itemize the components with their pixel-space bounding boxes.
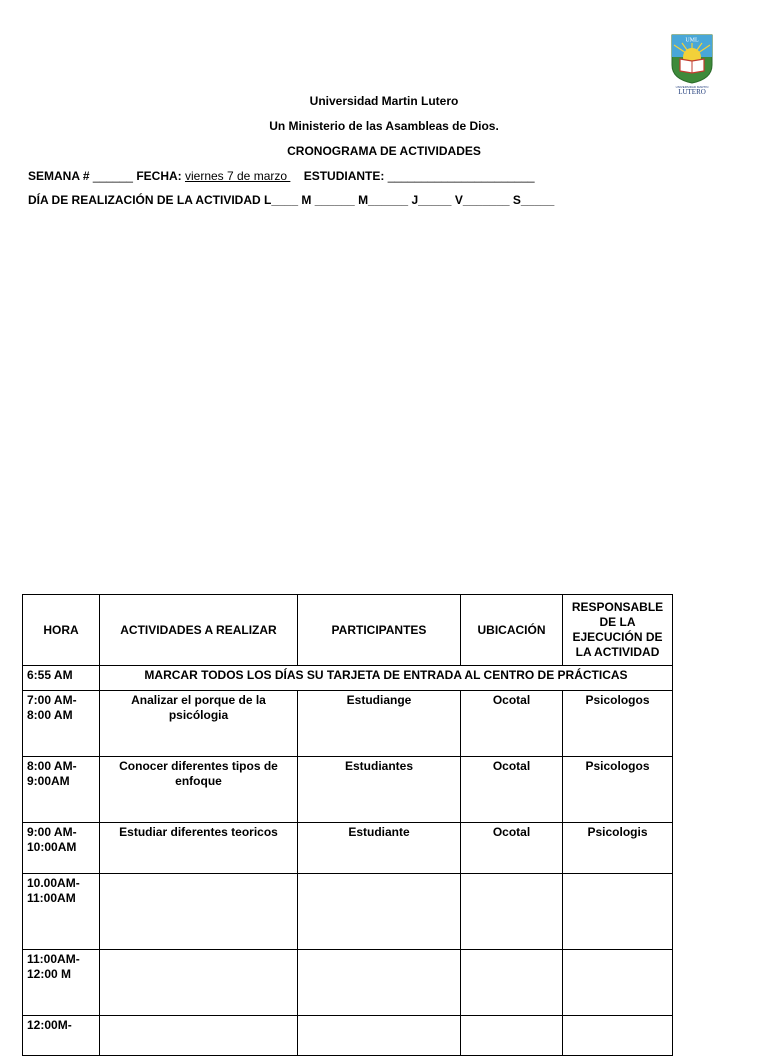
table-row (23, 823, 673, 874)
cell-hora: 12:00M- (23, 1016, 100, 1056)
cell-ubicacion: Ocotal (461, 823, 563, 874)
fecha-label: FECHA: (136, 169, 182, 183)
cell-actividad (100, 1016, 298, 1056)
schedule-table (22, 594, 673, 1056)
cell-ubicacion (461, 874, 563, 950)
table-header-row (23, 595, 673, 666)
cell-hora: 6:55 AM (23, 666, 100, 691)
cell-responsable: Psicologis (563, 823, 673, 874)
fecha-value: viernes 7 de marzo (184, 169, 291, 183)
cell-hora: 7:00 AM- 8:00 AM (23, 691, 100, 757)
cell-hora: 8:00 AM- 9:00AM (23, 757, 100, 823)
estudiante-label: ESTUDIANTE: (303, 169, 385, 183)
cell-responsable (563, 874, 673, 950)
logo-name-small: UNIVERSIDAD MARTIN (675, 85, 709, 89)
logo-abbr: UML (685, 37, 699, 44)
university-name: Universidad Martin Lutero (309, 94, 459, 108)
header-hora: HORA (23, 595, 100, 666)
cell-ubicacion (461, 1016, 563, 1056)
dia-line: DÍA DE REALIZACIÓN DE LA ACTIVIDAD L____ M ______ M______ J_____ V_______ S_____ (28, 193, 555, 207)
estudiante-blank: ______________________ (387, 169, 535, 183)
semana-label: SEMANA # (28, 169, 90, 183)
cell-hora: 11:00AM- 12:00 M (23, 950, 100, 1016)
cell-ubicacion: Ocotal (461, 691, 563, 757)
logo-name: LUTERO (678, 88, 706, 95)
cell-responsable (563, 950, 673, 1016)
cell-hora: 9:00 AM- 10:00AM (23, 823, 100, 874)
cell-participantes: Estudiantes (298, 757, 461, 823)
cell-responsable: Psicologos (563, 757, 673, 823)
table-row (23, 691, 673, 757)
cell-actividad: Estudiar diferentes teoricos (100, 823, 298, 874)
cell-participantes: Estudiante (298, 823, 461, 874)
university-logo (670, 33, 714, 95)
cell-notice: MARCAR TODOS LOS DÍAS SU TARJETA DE ENTRADA AL CENTRO DE PRÁCTICAS (100, 666, 673, 691)
cell-actividad: Conocer diferentes tipos de enfoque (100, 757, 298, 823)
cell-actividad: Analizar el porque de la psicólogia (100, 691, 298, 757)
table-row (23, 757, 673, 823)
form-line-1 (28, 169, 535, 183)
cell-participantes: Estudiange (298, 691, 461, 757)
cell-participantes (298, 950, 461, 1016)
cell-actividad (100, 874, 298, 950)
cell-ubicacion: Ocotal (461, 757, 563, 823)
cell-participantes (298, 1016, 461, 1056)
header-responsable: RESPONSABLE DE LA EJECUCIÓN DE LA ACTIVIDAD (563, 595, 673, 666)
document-title: CRONOGRAMA DE ACTIVIDADES (287, 144, 481, 158)
cell-responsable: Psicologos (563, 691, 673, 757)
header-participantes: PARTICIPANTES (298, 595, 461, 666)
table-row (23, 666, 673, 691)
cell-responsable (563, 1016, 673, 1056)
table-row (23, 950, 673, 1016)
cell-actividad (100, 950, 298, 1016)
table-row (23, 1016, 673, 1056)
header-actividades: ACTIVIDADES A REALIZAR (100, 595, 298, 666)
cell-ubicacion (461, 950, 563, 1016)
header-ubicacion: UBICACIÓN (461, 595, 563, 666)
ministry-line: Un Ministerio de las Asambleas de Dios. (269, 119, 499, 133)
table-row (23, 874, 673, 950)
cell-hora: 10.00AM- 11:00AM (23, 874, 100, 950)
semana-blank: ______ (92, 169, 133, 183)
cell-participantes (298, 874, 461, 950)
